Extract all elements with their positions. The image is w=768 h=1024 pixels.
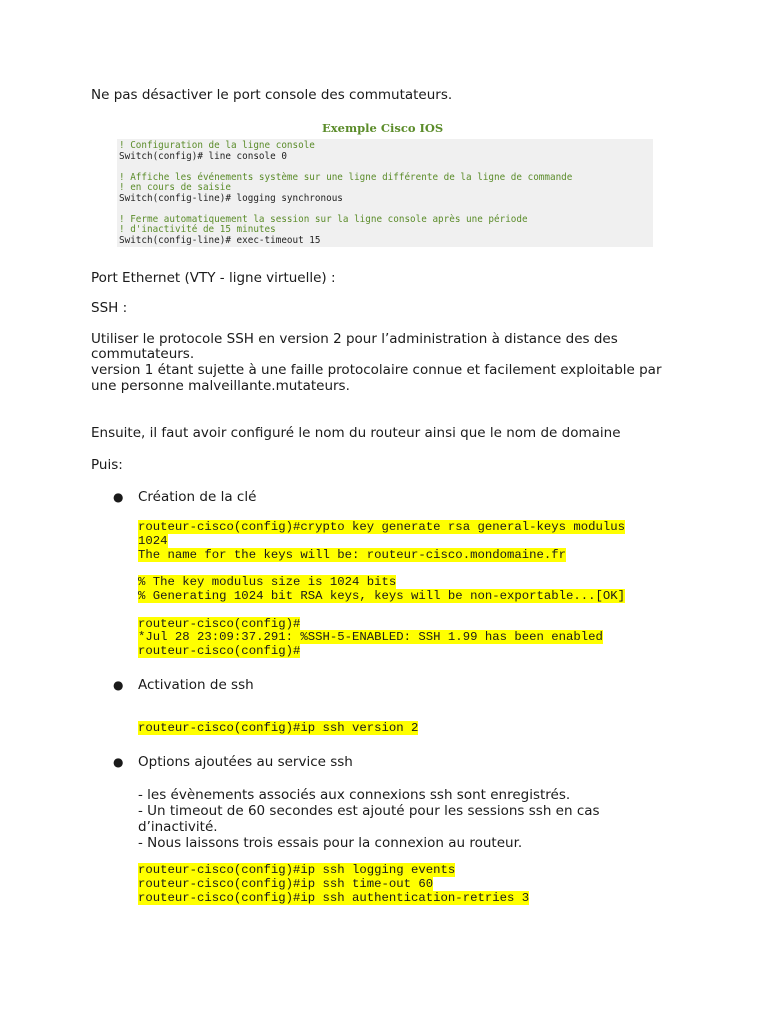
options-desc-line: d’inactivité.	[138, 819, 218, 835]
code-line: routeur-cisco(config)#	[138, 644, 301, 659]
code-line: routeur-cisco(config)#ip ssh version 2	[138, 721, 419, 735]
code-block-options	[138, 864, 529, 905]
section-label-activation: Activation de ssh	[138, 677, 254, 693]
options-desc-line: - les évènements associés aux connexions ssh sont enregistrés.	[138, 787, 571, 803]
ios-line: ! d'inactivité de 15 minutes	[119, 224, 276, 235]
section-label-creation: Création de la clé	[138, 489, 257, 505]
puis-text: Puis:	[91, 457, 123, 473]
bullet-icon: ●	[113, 755, 124, 769]
code-line: *Jul 28 23:09:37.291: %SSH-5-ENABLED: SSH 1.99 has been enabled	[138, 630, 603, 645]
intro-text: Ne pas désactiver le port console des commutateurs.	[91, 87, 453, 103]
bullet-icon: ●	[113, 490, 124, 504]
code-block-activation	[138, 722, 418, 736]
ios-line: Switch(config)# line console 0	[119, 150, 287, 162]
code-line: routeur-cisco(config)#ip ssh time-out 60	[138, 876, 434, 891]
ios-line: Switch(config-line)# logging synchronous	[119, 192, 343, 204]
code-line: routeur-cisco(config)#crypto key generate rsa general-keys modulus	[138, 520, 626, 534]
ios-line: ! Ferme automatiquement la session sur la ligne console après une période	[119, 213, 528, 225]
ios-line: ! en cours de saisie	[119, 182, 231, 193]
ssh-heading: SSH :	[91, 300, 128, 316]
ensuite-text: Ensuite, il faut avoir configuré le nom du routeur ainsi que le nom de domaine	[91, 425, 621, 441]
ssh-paragraph-line: version 1 étant sujette à une faille protocolaire connue et facilement exploitable par	[91, 362, 662, 378]
bullet-icon: ●	[113, 678, 124, 692]
ssh-paragraph-line: Utiliser le protocole SSH en version 2 pour l’administration à distance des des	[91, 331, 618, 347]
code-line: The name for the keys will be: routeur-cisco.mondomaine.fr	[138, 547, 567, 562]
ios-line: Switch(config-line)# exec-timeout 15	[119, 234, 321, 246]
options-desc-line: - Nous laissons trois essais pour la connexion au routeur.	[138, 835, 523, 851]
section-label-options: Options ajoutées au service ssh	[138, 754, 353, 770]
ssh-paragraph-line: une personne malveillante.mutateurs.	[91, 378, 350, 394]
ios-line: ! Configuration de la ligne console	[119, 140, 315, 151]
options-description	[138, 787, 678, 851]
ios-example-box	[117, 139, 653, 247]
code-block-creation	[138, 521, 625, 659]
code-line: % Generating 1024 bit RSA keys, keys will be non-exportable...[OK]	[138, 588, 626, 603]
code-line: routeur-cisco(config)#	[138, 616, 301, 631]
code-line: % The key modulus size is 1024 bits	[138, 575, 397, 590]
code-line: 1024	[138, 533, 168, 548]
port-ethernet-text: Port Ethernet (VTY - ligne virtuelle) :	[91, 270, 336, 286]
code-line: routeur-cisco(config)#ip ssh authentication-retries 3	[138, 890, 530, 905]
ios-example-title: Exemple Cisco IOS	[322, 121, 444, 135]
ios-line: ! Affiche les événements système sur une ligne différente de la ligne de commande	[119, 171, 573, 183]
options-desc-line: - Un timeout de 60 secondes est ajouté pour les sessions ssh en cas	[138, 803, 600, 819]
code-line: routeur-cisco(config)#ip ssh logging events	[138, 863, 456, 877]
ssh-paragraph-line: commutateurs.	[91, 346, 195, 362]
